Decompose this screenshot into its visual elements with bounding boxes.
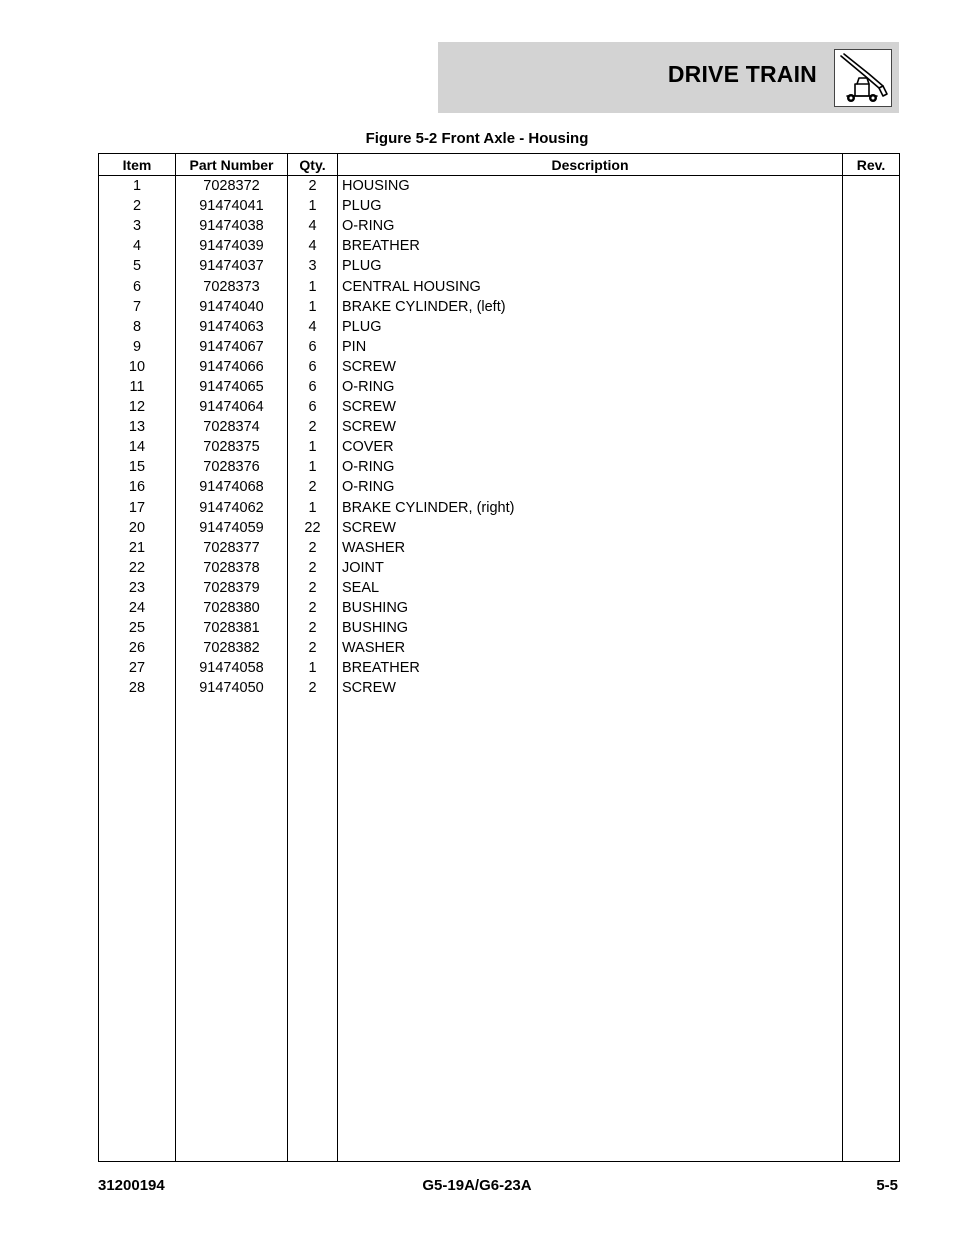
cell-item: 6	[99, 276, 176, 296]
cell-qty: 1	[288, 276, 338, 296]
cell-item: 27	[99, 658, 176, 678]
cell-rev	[843, 578, 900, 598]
cell-description: O-RING	[338, 477, 843, 497]
cell-description: CENTRAL HOUSING	[338, 276, 843, 296]
cell-qty: 6	[288, 337, 338, 357]
cell-rev	[843, 317, 900, 337]
cell-description: O-RING	[338, 457, 843, 477]
cell-rev	[843, 397, 900, 417]
cell-description: BUSHING	[338, 598, 843, 618]
table-row	[99, 457, 900, 477]
cell-qty: 2	[288, 477, 338, 497]
cell-rev	[843, 538, 900, 558]
column-header-item: Item	[99, 154, 176, 176]
cell-part-number: 91474064	[176, 397, 288, 417]
cell-part-number: 91474041	[176, 196, 288, 216]
cell-item: 20	[99, 518, 176, 538]
cell-description: SCREW	[338, 357, 843, 377]
cell-rev	[843, 678, 900, 698]
cell-rev	[843, 638, 900, 658]
cell-item: 17	[99, 498, 176, 518]
cell-rev	[843, 297, 900, 317]
cell-description: JOINT	[338, 558, 843, 578]
column-header-description: Description	[338, 154, 843, 176]
cell-description: BREATHER	[338, 658, 843, 678]
cell-item: 26	[99, 638, 176, 658]
cell-part-number: 7028375	[176, 437, 288, 457]
cell-description: BRAKE CYLINDER, (left)	[338, 297, 843, 317]
column-header-rev: Rev.	[843, 154, 900, 176]
cell-rev	[843, 498, 900, 518]
cell-description: WASHER	[338, 638, 843, 658]
cell-item: 28	[99, 678, 176, 698]
cell-qty: 2	[288, 678, 338, 698]
cell-part-number: 7028378	[176, 558, 288, 578]
cell-description: PLUG	[338, 256, 843, 276]
cell-qty: 6	[288, 377, 338, 397]
footer-page-number: 5-5	[876, 1177, 898, 1194]
cell-description: O-RING	[338, 377, 843, 397]
cell-item: 23	[99, 578, 176, 598]
cell-item: 14	[99, 437, 176, 457]
table-row	[99, 638, 900, 658]
cell-part-number: 7028377	[176, 538, 288, 558]
cell-part-number: 91474037	[176, 256, 288, 276]
table-row	[99, 377, 900, 397]
cell-part-number: 7028379	[176, 578, 288, 598]
cell-qty: 6	[288, 357, 338, 377]
cell-item: 4	[99, 236, 176, 256]
table-row	[99, 397, 900, 417]
cell-item: 25	[99, 618, 176, 638]
cell-rev	[843, 658, 900, 678]
cell-part-number: 7028373	[176, 276, 288, 296]
cell-rev	[843, 457, 900, 477]
cell-description: PLUG	[338, 317, 843, 337]
cell-qty: 1	[288, 297, 338, 317]
cell-qty: 1	[288, 437, 338, 457]
table-row	[99, 256, 900, 276]
cell-description: O-RING	[338, 216, 843, 236]
cell-rev	[843, 236, 900, 256]
cell-part-number: 7028374	[176, 417, 288, 437]
cell-qty: 1	[288, 658, 338, 678]
cell-part-number: 7028376	[176, 457, 288, 477]
cell-qty: 1	[288, 498, 338, 518]
cell-item: 11	[99, 377, 176, 397]
cell-description: SCREW	[338, 417, 843, 437]
cell-qty: 2	[288, 538, 338, 558]
figure-title: Figure 5-2 Front Axle - Housing	[365, 130, 589, 147]
table-row	[99, 196, 900, 216]
cell-qty: 2	[288, 618, 338, 638]
cell-item: 10	[99, 357, 176, 377]
cell-item: 22	[99, 558, 176, 578]
cell-description: BRAKE CYLINDER, (right)	[338, 498, 843, 518]
cell-item: 13	[99, 417, 176, 437]
cell-qty: 2	[288, 558, 338, 578]
table-header-row	[99, 154, 900, 176]
cell-rev	[843, 437, 900, 457]
cell-item: 5	[99, 256, 176, 276]
cell-part-number: 91474040	[176, 297, 288, 317]
cell-description: BUSHING	[338, 618, 843, 638]
cell-part-number: 91474059	[176, 518, 288, 538]
table-row	[99, 437, 900, 457]
column-header-part-number: Part Number	[176, 154, 288, 176]
cell-rev	[843, 377, 900, 397]
table-row	[99, 357, 900, 377]
column-header-qty: Qty.	[288, 154, 338, 176]
section-header	[438, 42, 899, 113]
cell-part-number: 91474038	[176, 216, 288, 236]
cell-part-number: 91474066	[176, 357, 288, 377]
cell-part-number: 91474068	[176, 477, 288, 497]
cell-rev	[843, 216, 900, 236]
cell-part-number: 7028372	[176, 176, 288, 197]
cell-rev	[843, 518, 900, 538]
cell-item: 3	[99, 216, 176, 236]
cell-qty: 4	[288, 236, 338, 256]
cell-item: 8	[99, 317, 176, 337]
table-row	[99, 216, 900, 236]
cell-description: SCREW	[338, 397, 843, 417]
table-filler-row	[99, 698, 900, 1161]
cell-rev	[843, 598, 900, 618]
cell-qty: 6	[288, 397, 338, 417]
telehandler-icon	[834, 49, 892, 107]
table-row	[99, 578, 900, 598]
cell-part-number: 7028381	[176, 618, 288, 638]
cell-item: 21	[99, 538, 176, 558]
parts-table	[98, 153, 900, 1162]
cell-rev	[843, 357, 900, 377]
cell-qty: 3	[288, 256, 338, 276]
table-row	[99, 337, 900, 357]
footer-doc-number: 31200194	[98, 1177, 165, 1194]
cell-qty: 2	[288, 638, 338, 658]
cell-qty: 2	[288, 578, 338, 598]
cell-item: 9	[99, 337, 176, 357]
table-row	[99, 618, 900, 638]
table-row	[99, 236, 900, 256]
cell-rev	[843, 196, 900, 216]
table-row	[99, 538, 900, 558]
cell-part-number: 91474065	[176, 377, 288, 397]
cell-item: 12	[99, 397, 176, 417]
cell-qty: 22	[288, 518, 338, 538]
cell-rev	[843, 176, 900, 197]
cell-part-number: 91474063	[176, 317, 288, 337]
cell-description: SCREW	[338, 678, 843, 698]
section-title: DRIVE TRAIN	[667, 61, 817, 87]
cell-qty: 1	[288, 196, 338, 216]
cell-rev	[843, 256, 900, 276]
cell-rev	[843, 477, 900, 497]
cell-qty: 4	[288, 317, 338, 337]
table-row	[99, 417, 900, 437]
cell-description: BREATHER	[338, 236, 843, 256]
cell-description: SEAL	[338, 578, 843, 598]
cell-rev	[843, 276, 900, 296]
cell-rev	[843, 417, 900, 437]
cell-description: PLUG	[338, 196, 843, 216]
table-row	[99, 297, 900, 317]
table-row	[99, 598, 900, 618]
cell-description: COVER	[338, 437, 843, 457]
cell-description: PIN	[338, 337, 843, 357]
cell-rev	[843, 337, 900, 357]
cell-qty: 2	[288, 598, 338, 618]
table-row	[99, 276, 900, 296]
cell-rev	[843, 618, 900, 638]
table-row	[99, 317, 900, 337]
cell-item: 15	[99, 457, 176, 477]
cell-rev	[843, 558, 900, 578]
footer-model: G5-19A/G6-23A	[422, 1177, 532, 1194]
cell-part-number: 91474050	[176, 678, 288, 698]
cell-part-number: 91474067	[176, 337, 288, 357]
cell-item: 7	[99, 297, 176, 317]
cell-part-number: 7028380	[176, 598, 288, 618]
cell-qty: 1	[288, 457, 338, 477]
cell-description: SCREW	[338, 518, 843, 538]
table-row	[99, 176, 900, 197]
cell-item: 24	[99, 598, 176, 618]
table-row	[99, 477, 900, 497]
cell-part-number: 91474039	[176, 236, 288, 256]
cell-item: 1	[99, 176, 176, 197]
cell-item: 16	[99, 477, 176, 497]
cell-qty: 4	[288, 216, 338, 236]
cell-item: 2	[99, 196, 176, 216]
cell-part-number: 91474062	[176, 498, 288, 518]
cell-part-number: 7028382	[176, 638, 288, 658]
cell-description: HOUSING	[338, 176, 843, 197]
table-row	[99, 658, 900, 678]
cell-description: WASHER	[338, 538, 843, 558]
cell-qty: 2	[288, 417, 338, 437]
table-row	[99, 558, 900, 578]
table-row	[99, 498, 900, 518]
table-row	[99, 518, 900, 538]
cell-qty: 2	[288, 176, 338, 197]
table-row	[99, 678, 900, 698]
cell-part-number: 91474058	[176, 658, 288, 678]
